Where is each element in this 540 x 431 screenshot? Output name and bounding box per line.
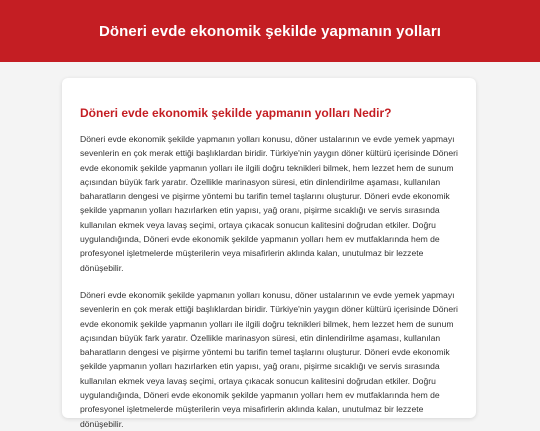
- article-card: [62, 78, 476, 429]
- article-paragraph: Döneri evde ekonomik şekilde yapmanın yolları konusu, döner ustalarının ve evde yemek yapmayı sevenlerin en çok merak ettiği başlıklardan biridir. Türkiye'nin yaygın döner kültürü içerisinde Döneri evde ekonomik şekilde yapmanın yolları ile ilgili doğru teknikleri bilmek, hem lezzet hem de sunum açısından büyük fark yaratır. Özellikle marinasyon süresi, etin dinlendirilme aşaması, kullanılan baharatların dengesi ve pişirme yöntemi bu tarifin temel taşlarını oluşturur. Döneri evde ekonomik şekilde yapmanın yolları hazırlarken etin yapısı, yağ oranı, pişirme sıcaklığı ve servis sırasında kullanılan ekmek veya lavaş seçimi, ortaya çıkacak sonucun kalitesini doğrudan etkiler. Doğru uygulandığında, Döneri evde ekonomik şekilde yapmanın yolları hem ev mutfaklarında hem de profesyonel işletmelerde müşterilerin veya misafirlerin aklında kalan, unutulmaz bir lezzete dönüşebilir.: [80, 134, 458, 273]
- page-title: Döneri evde ekonomik şekilde yapmanın yolları: [98, 22, 442, 40]
- article-heading: Döneri evde ekonomik şekilde yapmanın yolları Nedir?: [80, 106, 392, 120]
- site-header: [0, 0, 540, 62]
- article-paragraph: Döneri evde ekonomik şekilde yapmanın yolları konusu, döner ustalarının ve evde yemek yapmayı sevenlerin en çok merak ettiği başlıklardan biridir. Türkiye'nin yaygın döner kültürü içerisinde Döneri evde ekonomik şekilde yapmanın yolları ile ilgili doğru teknikleri bilmek, hem lezzet hem de sunum açısından büyük fark yaratır. Özellikle marinasyon süresi, etin dinlendirilme aşaması, kullanılan baharatların dengesi ve pişirme yöntemi bu tarifin temel taşlarını oluşturur. Döneri evde ekonomik şekilde yapmanın yolları hazırlarken etin yapısı, yağ oranı, pişirme sıcaklığı ve servis sırasında kullanılan ekmek veya lavaş seçimi, ortaya çıkacak sonucun kalitesini doğrudan etkiler. Doğru uygulandığında, Döneri evde ekonomik şekilde yapmanın yolları hem ev mutfaklarında hem de profesyonel işletmelerde müşterilerin veya misafirlerin aklında kalan, unutulmaz bir lezzete dönüşebilir.: [80, 289, 458, 429]
